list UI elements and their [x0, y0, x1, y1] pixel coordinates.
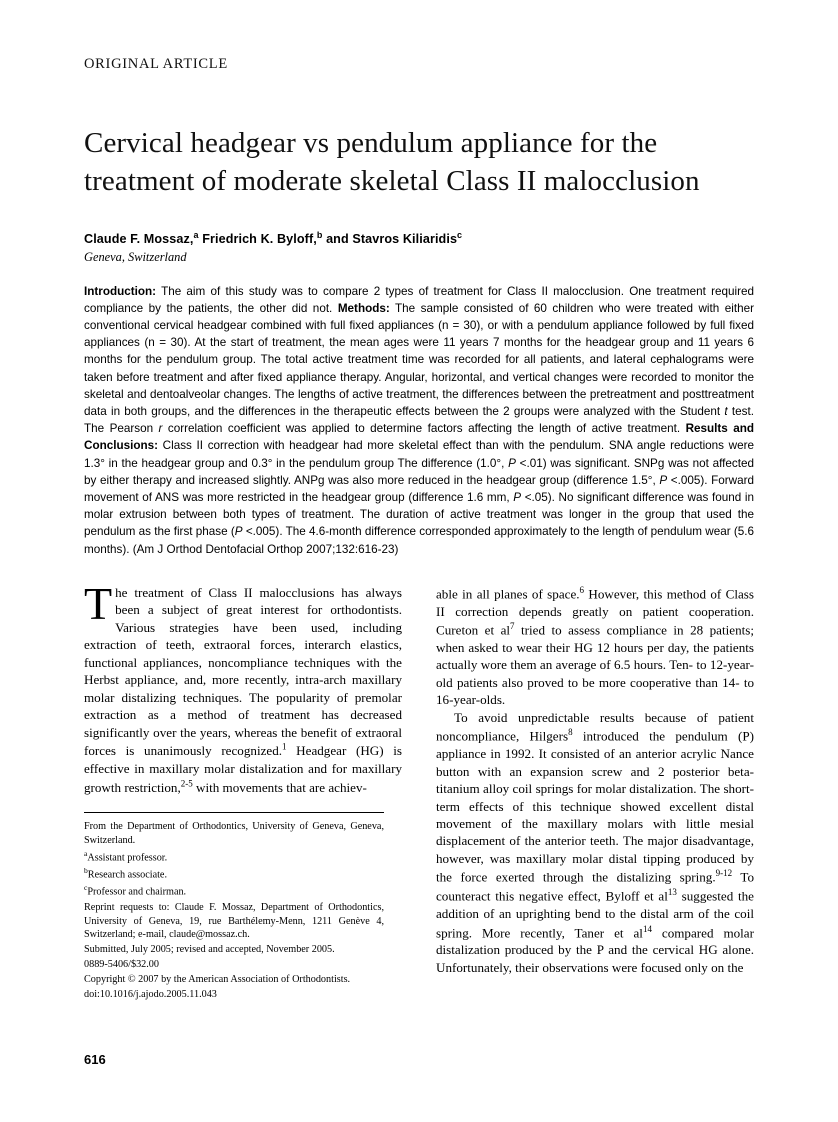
article-content: [84, 56, 754, 1003]
footnote-item: $^b$Research associate.: [84, 866, 167, 881]
footnote-item: doi:10.1016/j.ajodo.2005.11.043: [84, 988, 217, 1000]
body-paragraphs: [436, 584, 754, 976]
body-paragraph: able in all planes of space.$^6$ However, this method of Class II correction depends greatly on patient cooperation. Cureton et $al^7$ tried to assess compliance in 28 patients; when asked to wear their HG 12 hours per day, the patients actually wore them an average of 6.5 hours. Ten- to 12-year-old patients also proved to be more cooperative than 14- to 16-year-olds.: [436, 584, 754, 708]
footnote-item: Copyright © 2007 by the American Association of Orthodontists.: [84, 974, 351, 986]
intro-paragraph-text: he treatment of Class II malocclusions has always been a subject of great interest for orthodontists. Various strategies have been used, including extraction of teeth, extraoral forces, interarch elastics, functional appliances, noncompliance techniques with the Herbst appliance, and, more recently, intra-arch maxillary molar distalizing techniques. The popularity of premolar extraction as a method of treatment has decreased significantly over the years, whereas the benefit of extraoral forces is unanimously recognized.$^1$ Headgear (HG) is effective in maxillary molar distalization and for maxillary growth restriction,$^{2-5}$ with movements that are achiev-: [84, 584, 402, 795]
page-number: 616: [84, 1052, 106, 1067]
abstract: Introduction: The aim of this study was to compare 2 types of treatment for Class II malocclusion. One treatment required compliance by the patients, the other did not. Methods: The sample consisted of 60 children who were treated with either conventional cervical headgear combined with full fixed appliances (n = 30), or with a pendulum appliance followed by full fixed appliances (n = 30). At the start of treatment, the mean ages were 11 years 7 months for the headgear group and 11 years 6 months for the pendulum group. The total active treatment time was recorded for all patients, and lateral cephalograms were taken before treatment and after fixed appliance therapy. Angular, horizontal, and vertical changes were recorded to monitor the skeletal and dentoalveolar changes. The lengths of active treatment, the differences between the pretreatment and posttreatment data in both groups, and the differences in the therapeutic effects between the 2 groups were analyzed with the Student t test. The Pearson r correlation coefficient was applied to determine factors affecting the length of active treatment. Results and Conclusions: Class II correction with headgear had more skeletal effect than with the pendulum. SNA angle reductions were 1.3° in the headgear group and 0.3° in the pendulum group The difference (1.0°, P <.01) was significant. SNPg was not affected by either therapy and increased slightly. ANPg was also more reduced in the headgear group (difference 1.5°, P <.005). Forward movement of ANS was more restricted in the headgear group (difference 1.6 mm, P <.05). No significant difference was found in molar extrusion between both types of treatment. The duration of active treatment was longer in the group that used the pendulum as the first phase (P <.005). The 4.6-month difference corresponded approximately to the length of pendulum wear (5.6 months). (Am J Orthod Dentofacial Orthop 2007;132:616-23): [84, 284, 754, 556]
page-title: Cervical headgear vs pendulum appliance for the treatment of moderate skeletal Class II malocclusion: [84, 127, 700, 197]
body-columns: [84, 577, 755, 1003]
footnote-item: Reprint requests to: Claude F. Mossaz, Department of Orthodontics, University of Geneva, 19, rue Barthélemy-Menn, 1211 Genève 4, Switzerland; e-mail, claude@mossaz.ch.: [84, 901, 384, 941]
footnote-item: 0889-5406/$32.00: [84, 959, 159, 971]
footnotes: [84, 812, 384, 1002]
intro-paragraph: [84, 577, 402, 796]
body-paragraph: To avoid unpredictable results because of patient noncompliance, Hilgers$^8$ introduced the pendulum (P) appliance in 1992. It consisted of an anterior acrylic Nance button with an expansion screw and 2 posterior beta-titanium alloy coil springs for molar distalization. The short-term effects of this technique showed excellent distal movement of the maxillary molars with little mesial displacement of the anterior teeth. The major disadvantage, however, was maxillary molar distal tipping produced by the force exerted through the distalizing spring.$^{9-12}$ To counteract this negative effect, Byloff et $al^{13}$ suggested the addition of an uprighting bend to the distal arm of the coil spring. More recently, Taner et $al^{14}$ compared molar distalization produced by the P and the cervical HG alone. Unfortunately, their observations were focused only on the: [436, 709, 755, 975]
footnote-item: Submitted, July 2005; revised and accepted, November 2005.: [84, 944, 335, 956]
author-list: Claude F. Mossaz,$^a$ Friedrich K. Byloff,$^b$ and Stavros Kiliaridis$^c$: [84, 230, 463, 247]
footnote-item: $^c$Professor and chairman.: [84, 883, 187, 898]
column-left: [84, 577, 402, 1003]
footnote-item: From the Department of Orthodontics, University of Geneva, Geneva, Switzerland.: [84, 821, 384, 847]
drop-cap: T: [84, 577, 113, 629]
affiliation: Geneva, Switzerland: [84, 249, 187, 264]
article-type-label: ORIGINAL ARTICLE: [84, 56, 228, 72]
footnote-item: $^a$Assistant professor.: [84, 848, 168, 864]
column-right: [436, 584, 754, 1003]
